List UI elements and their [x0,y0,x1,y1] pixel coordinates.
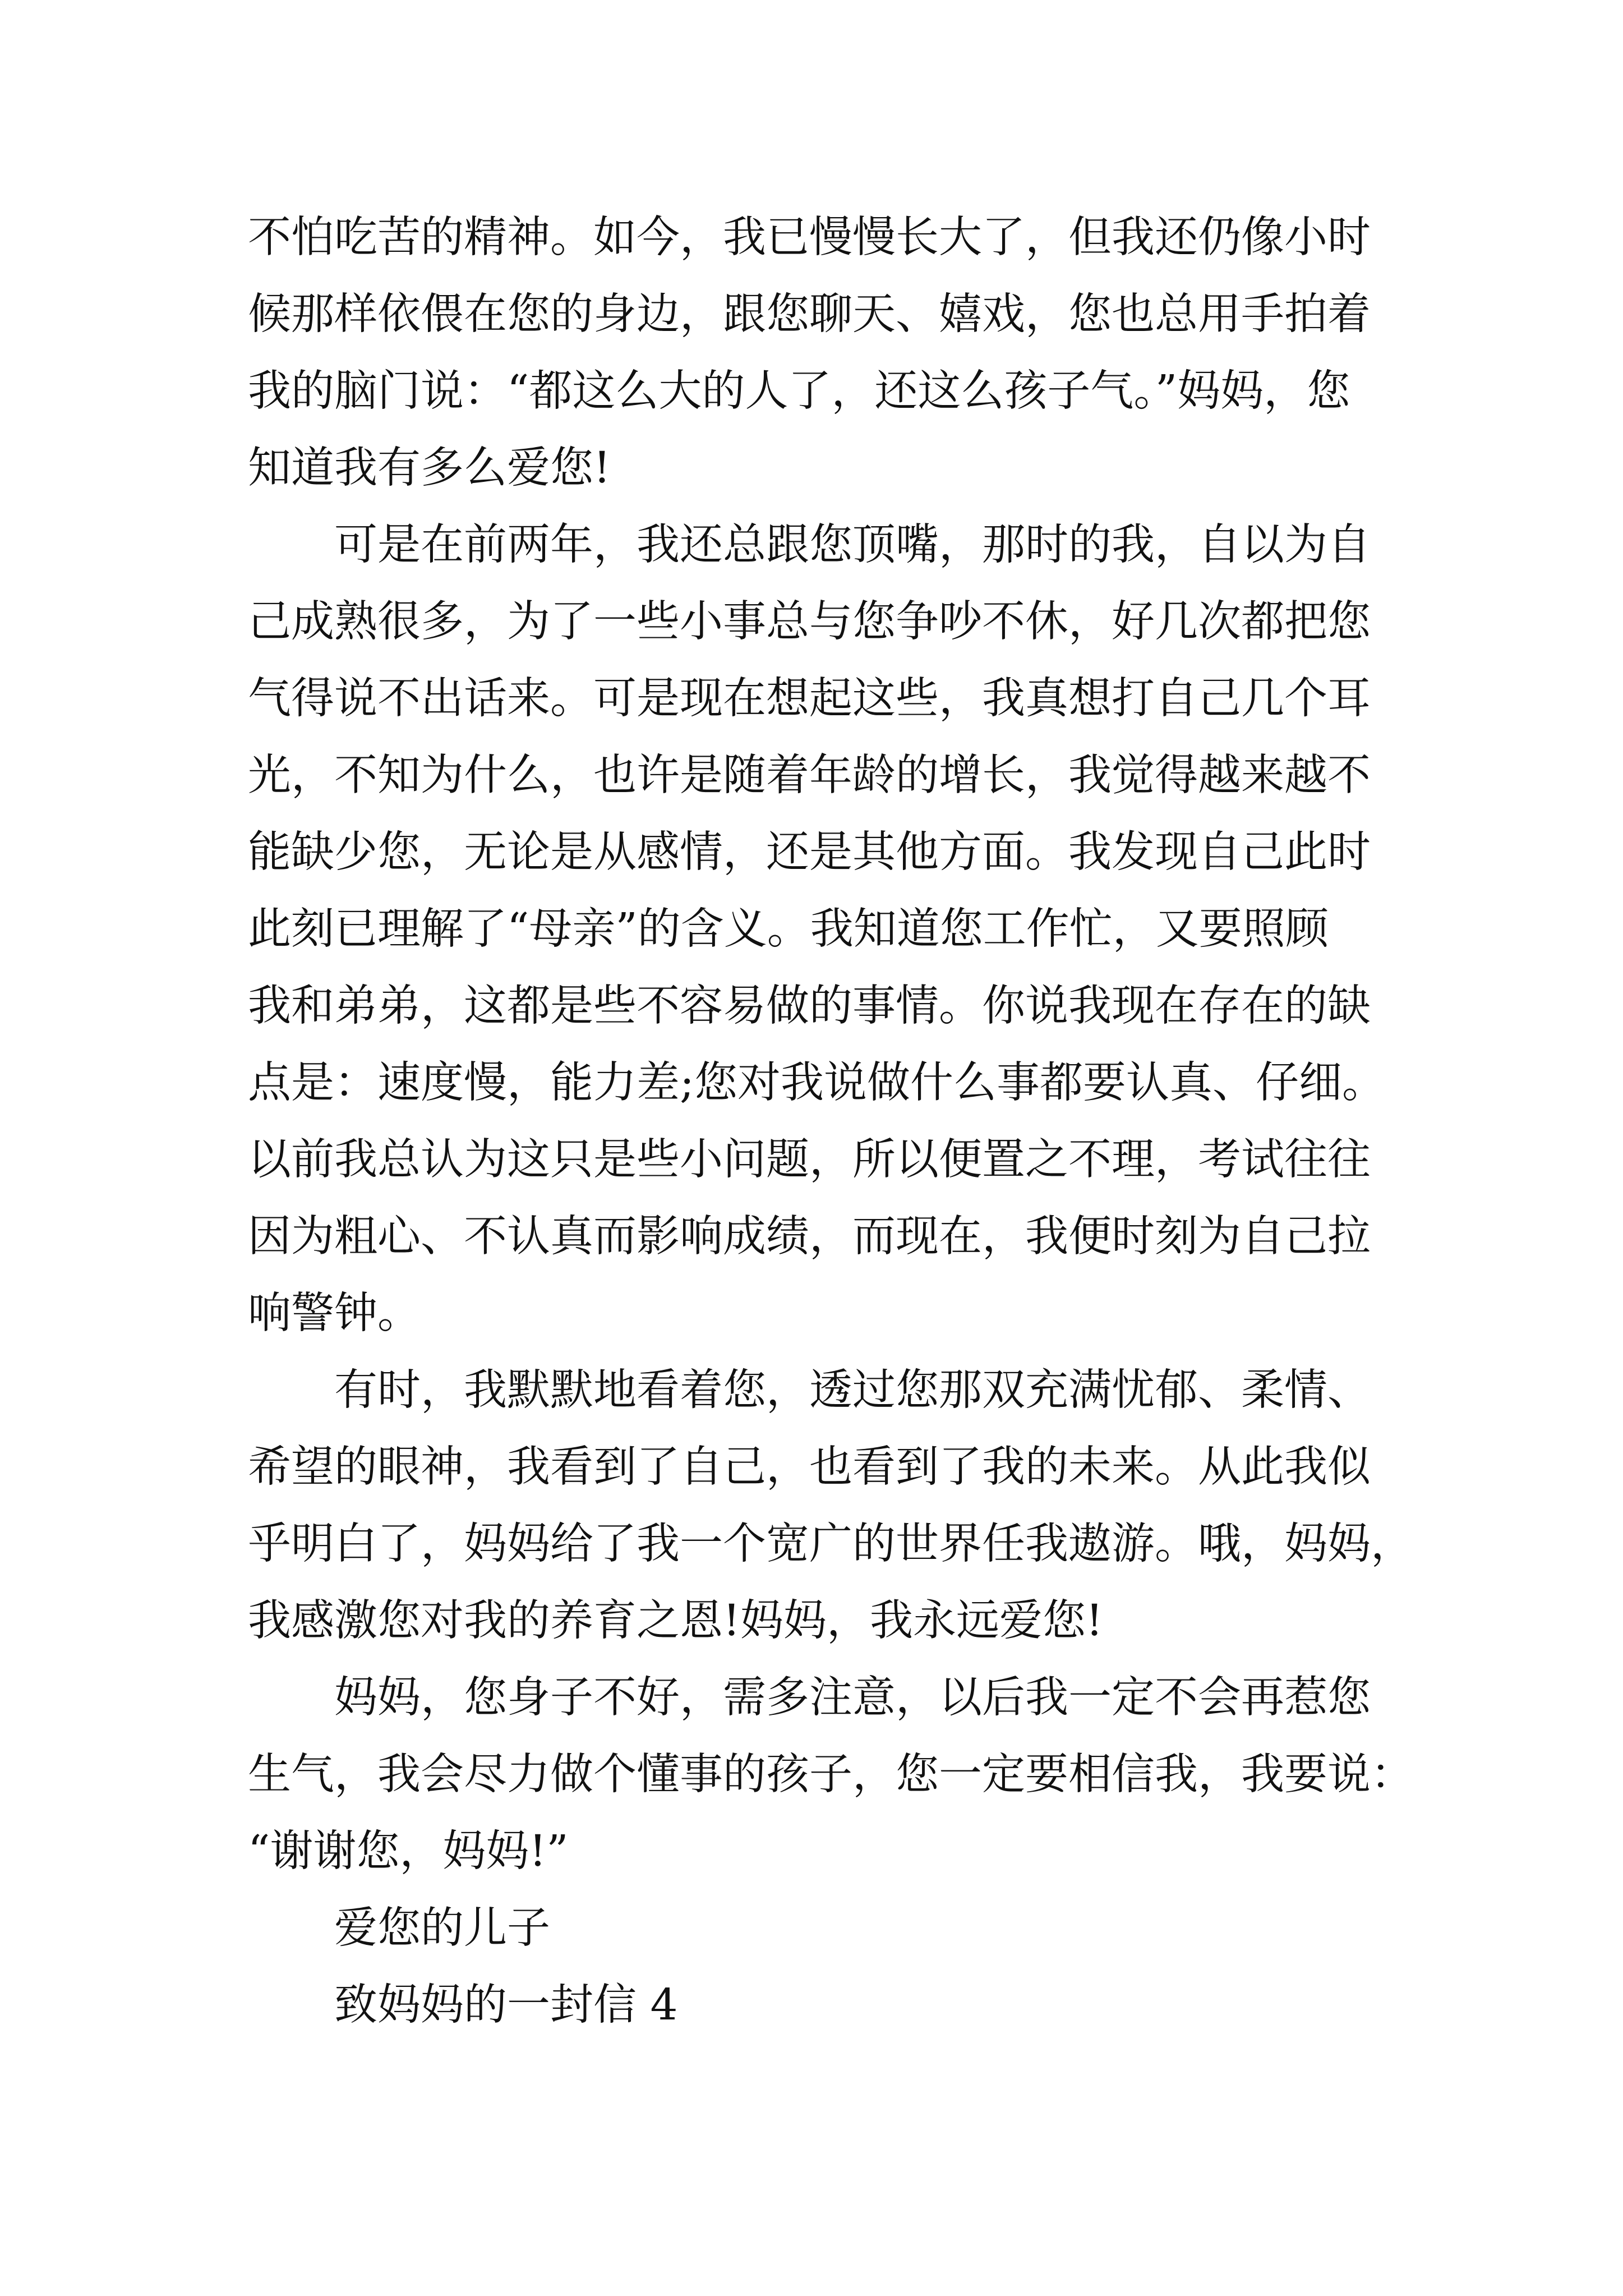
text-line: 己成熟很多，为了一些小事总与您争吵不休，好几次都把您 [248,597,1371,647]
text-line: 光，不知为什么，也许是随着年龄的增长，我觉得越来越不 [248,751,1371,800]
text-line: 知道我有多么爱您! [248,443,611,493]
text-line: 能缺少您，无论是从感情，还是其他方面。我发现自己此时 [248,827,1371,877]
paragraph-start-line: 妈妈，您身子不好，需多注意，以后我一定不会再惹您 [334,1673,1371,1723]
text-line: 希望的眼神，我看到了自己，也看到了我的未来。从此我似 [248,1442,1371,1492]
text-line: 我的脑门说：“都这么大的人了，还这么孩子气。”妈妈，您 [248,366,1350,416]
text-line: 乎明白了，妈妈给了我一个宽广的世界任我遨游。哦，妈妈， [248,1519,1414,1569]
text-line: 以前我总认为这只是些小问题，所以便置之不理，考试往往 [248,1135,1371,1185]
letter-body [248,199,1414,2044]
text-line: 我感激您对我的养育之恩!妈妈，我永远爱您! [248,1596,1103,1646]
text-line: 我和弟弟，这都是些不容易做的事情。你说我现在存在的缺 [248,981,1371,1031]
paragraph-start-line: 可是在前两年，我还总跟您顶嘴，那时的我，自以为自 [334,520,1371,570]
text-line: 此刻已理解了“母亲”的含义。我知道您工作忙，又要照顾 [248,904,1329,954]
text-line: 气得说不出话来。可是现在想起这些，我真想打自己几个耳 [248,674,1371,724]
section-heading: 致妈妈的一封信 4 [334,1980,678,2030]
text-line: 响警钟。 [248,1289,421,1338]
text-line: “谢谢您，妈妈!” [248,1826,569,1876]
text-line: 候那样依偎在您的身边，跟您聊天、嬉戏，您也总用手拍着 [248,289,1371,339]
signature-line: 爱您的儿子 [334,1903,550,1953]
text-line: 不怕吃苦的精神。如今，我已慢慢长大了，但我还仍像小时 [248,213,1371,263]
paragraph-start-line: 有时，我默默地看着您，透过您那双充满忧郁、柔情、 [334,1365,1371,1415]
text-line: 生气，我会尽力做个懂事的孩子，您一定要相信我，我要说： [248,1750,1414,1800]
text-line: 因为粗心、不认真而影响成绩，而现在，我便时刻为自己拉 [248,1212,1371,1262]
text-line: 点是：速度慢，能力差;您对我说做什么事都要认真、仔细。 [248,1058,1385,1108]
